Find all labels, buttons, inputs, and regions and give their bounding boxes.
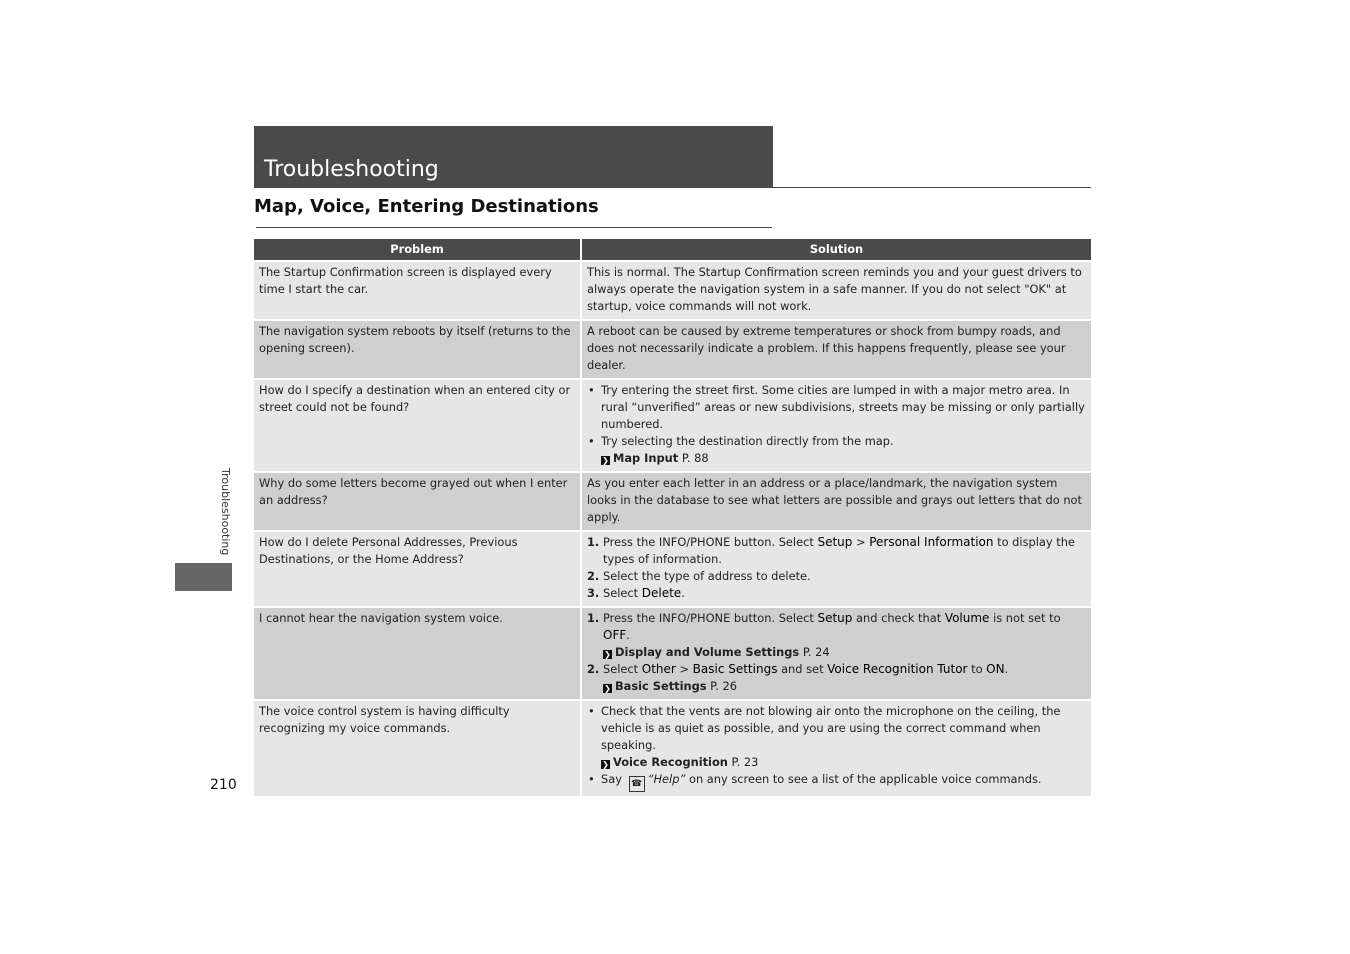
table-row xyxy=(254,531,1091,607)
reference-title: Map Input xyxy=(613,451,679,465)
solution-step: 3. Select Delete. xyxy=(587,586,685,600)
page-title: Troubleshooting xyxy=(264,157,439,182)
reference-page: P. 23 xyxy=(727,755,759,769)
table-row xyxy=(254,379,1091,472)
header-solution: Solution xyxy=(581,239,1091,261)
solution-cell xyxy=(581,531,1091,607)
reference-arrow-icon: ❯ xyxy=(602,456,609,465)
reference-page: P. 26 xyxy=(706,679,737,693)
troubleshooting-table xyxy=(254,239,1091,796)
problem-cell: I cannot hear the navigation system voice. xyxy=(254,607,581,700)
reference-page: P. 88 xyxy=(678,451,709,465)
cross-reference[interactable] xyxy=(587,678,1086,695)
ui-keyword: Other xyxy=(641,662,676,676)
solution-cell xyxy=(581,379,1091,472)
solution-step: 2. Select Other > Basic Settings and set Voice Recognition Tutor to ON. xyxy=(587,662,1009,676)
ui-keyword: Delete xyxy=(641,586,682,600)
table-row xyxy=(254,320,1091,379)
solution-cell: A reboot can be caused by extreme temperatures or shock from bumpy roads, and does not necessarily indicate a problem. If this happens frequently, please see your dealer. xyxy=(581,320,1091,379)
side-section-label: Troubleshooting xyxy=(219,468,232,556)
problem-cell: The voice control system is having difficulty recognizing my voice commands. xyxy=(254,700,581,796)
reference-arrow-icon: ❯ xyxy=(604,684,611,693)
side-section-tab xyxy=(175,563,232,591)
ui-keyword: Setup xyxy=(817,535,853,549)
ui-keyword: OFF xyxy=(603,628,627,642)
solution-step: 1. Press the INFO/PHONE button. Select Setup > Personal Information to display the types of information. xyxy=(587,535,1075,566)
reference-arrow-icon: ❯ xyxy=(602,760,609,769)
solution-cell xyxy=(581,607,1091,700)
table-row xyxy=(254,261,1091,320)
solution-bullet: • Say ☎ “Help” on any screen to see a list of the applicable voice commands. xyxy=(587,771,1086,792)
ui-keyword: Basic Settings xyxy=(692,662,778,676)
cross-reference[interactable] xyxy=(587,450,1086,467)
problem-cell: How do I specify a destination when an entered city or street could not be found? xyxy=(254,379,581,472)
ui-keyword: ON xyxy=(986,662,1005,676)
ui-keyword: Voice Recognition Tutor xyxy=(827,662,968,676)
voice-command: “Help” xyxy=(647,772,686,786)
solution-cell: This is normal. The Startup Confirmation screen reminds you and your guest drivers to always operate the navigation system in a safe manner. If you do not select "OK" at startup, voice commands will not work. xyxy=(581,261,1091,320)
reference-title: Display and Volume Settings xyxy=(615,645,800,659)
problem-cell: The navigation system reboots by itself (returns to the opening screen). xyxy=(254,320,581,379)
talk-button-icon: ☎ xyxy=(629,776,645,792)
solution-cell: As you enter each letter in an address or a place/landmark, the navigation system looks in the database to see what letters are possible and grays out letters that do not apply. xyxy=(581,472,1091,531)
problem-cell: Why do some letters become grayed out when I enter an address? xyxy=(254,472,581,531)
page-number: 210 xyxy=(210,777,237,793)
solution-step: 1. Press the INFO/PHONE button. Select Setup and check that Volume is not set to OFF. xyxy=(587,611,1061,642)
solution-bullet: • Try selecting the destination directly from the map. xyxy=(587,433,1086,450)
solution-bullet: • Try entering the street first. Some cities are lumped in with a major metro area. In rural “unverified” areas or new subdivisions, streets may be missing or only partially numbered. xyxy=(587,382,1086,433)
reference-title: Basic Settings xyxy=(615,679,707,693)
solution-cell xyxy=(581,700,1091,796)
section-subtitle: Map, Voice, Entering Destinations xyxy=(254,196,599,217)
reference-title: Voice Recognition xyxy=(613,755,728,769)
table-row xyxy=(254,700,1091,796)
reference-arrow-icon: ❯ xyxy=(604,650,611,659)
cross-reference[interactable] xyxy=(587,754,1086,771)
reference-page: P. 24 xyxy=(799,645,830,659)
title-rule xyxy=(773,187,1091,188)
ui-keyword: Setup xyxy=(817,611,853,625)
header-problem: Problem xyxy=(254,239,581,261)
ui-keyword: Personal Information xyxy=(869,535,994,549)
problem-cell: How do I delete Personal Addresses, Previous Destinations, or the Home Address? xyxy=(254,531,581,607)
title-bar xyxy=(254,126,773,188)
table-header-row xyxy=(254,239,1091,261)
subtitle-rule xyxy=(256,227,772,228)
problem-cell: The Startup Confirmation screen is displayed every time I start the car. xyxy=(254,261,581,320)
ui-keyword: Volume xyxy=(944,611,990,625)
solution-step: 2. Select the type of address to delete. xyxy=(587,569,811,583)
solution-bullet: • Check that the vents are not blowing air onto the microphone on the ceiling, the vehicle is as quiet as possible, and you are using the correct command when speaking. xyxy=(587,703,1086,754)
table-row xyxy=(254,472,1091,531)
table-row xyxy=(254,607,1091,700)
cross-reference[interactable] xyxy=(587,644,1086,661)
